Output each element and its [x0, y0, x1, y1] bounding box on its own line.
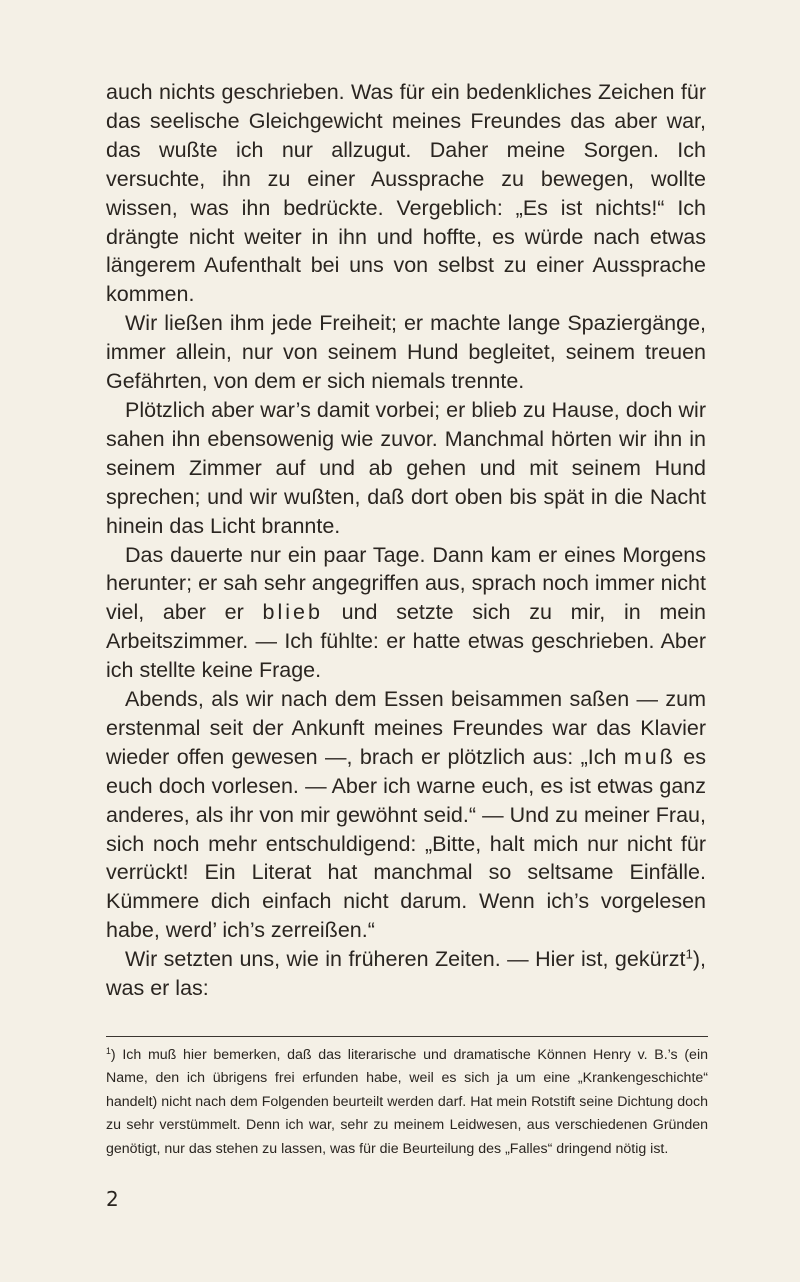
main-text: [106, 78, 706, 1003]
paragraph-6-text-b: ), was er las:: [106, 947, 706, 1001]
paragraph-4-text-b: und setzte sich zu mir, in mein Arbeitszimmer. — Ich fühlte: er hatte etwas geschrieben. Aber ich stellte keine Frage.: [106, 600, 706, 683]
paragraph-6: [106, 945, 706, 1003]
paragraph-4: [106, 541, 706, 686]
footnote-paragraph: [106, 1044, 708, 1161]
footnote-divider: [106, 1036, 708, 1037]
paragraph-4-emphasis: blieb: [262, 600, 323, 625]
paragraph-6-text-a: Wir setzten uns, wie in früheren Zeiten. — Hier ist, gekürzt: [125, 947, 686, 972]
footnote-text: ) Ich muß hier bemerken, daß das literarische und dramatische Können Henry v. B.’s (ein Name, den ich übrigens frei erfunden habe, weil es sich ja um eine „Krankengeschichte“ handelt) nicht nach dem Folgenden beurteilt werden darf. Hat mein Rotstift seine Dichtung doch zu sehr verstümmelt. Denn ich war, sehr zu meinem Leidwesen, aus verschiedenen Gründen genötigt, nur das stehen zu lassen, was für die Beurteilung des „Falles“ dringend nötig ist.: [106, 1047, 708, 1157]
paragraph-5: [106, 685, 706, 945]
paragraph-5-text-a: Abends, als wir nach dem Essen beisammen saßen — zum erstenmal seit der Ankunft meines Freundes war das Klavier wieder offen gewesen —, brach er plötzlich aus: „Ich: [106, 687, 706, 769]
footnote: [106, 1044, 708, 1161]
paragraph-1: auch nichts geschrieben. Was für ein bedenkliches Zeichen für das seelische Gleichgewicht meines Freundes das aber war, das wußte ich nur allzugut. Daher meine Sorgen. Ich versuchte, ihn zu einer Aussprache zu bewegen, wollte wissen, was ihn bedrückte. Vergeblich: „Es ist nichts!“ Ich drängte nicht weiter in ihn und hoffte, es würde nach etwas längerem Aufenthalt bei uns von selbst zu einer Aussprache kommen.: [106, 80, 706, 307]
paragraph-5-text-b: es euch doch vorlesen. — Aber ich warne euch, es ist etwas ganz anderes, als ihr von mir gewöhnt seid.“ — Und zu meiner Frau, sich noch mehr entschuldigend: „Bitte, halt mich nur nicht für verrückt! Ein Literat hat manchmal so seltsame Einfälle. Kümmere dich einfach nicht darum. Wenn ich’s vorgelesen habe, werd’ ich’s zerreißen.“: [106, 744, 706, 943]
paragraph-5-emphasis: muß: [623, 744, 676, 769]
paragraph-4-text-a: Das dauerte nur ein paar Tage. Dann kam er eines Morgens herunter; er sah sehr angegriffen aus, sprach noch immer nicht viel, aber er: [106, 542, 706, 625]
footnote-mark: 1: [106, 1046, 111, 1057]
footnote-reference[interactable]: 1: [685, 946, 693, 962]
page-number: 2: [106, 1187, 119, 1211]
paragraph-2: Wir ließen ihm jede Freiheit; er machte lange Spaziergänge, immer allein, nur von seinem Hund begleitet, seinem treuen Gefährten, von dem er sich niemals trennte.: [106, 311, 706, 394]
paragraph-3: Plötzlich aber war’s damit vorbei; er blieb zu Hause, doch wir sahen ihn ebensowenig wie zuvor. Manchmal hörten wir ihn in seinem Zimmer auf und ab gehen und mit seinem Hund sprechen; und wir wußten, daß dort oben bis spät in die Nacht hinein das Licht brannte.: [106, 397, 706, 538]
